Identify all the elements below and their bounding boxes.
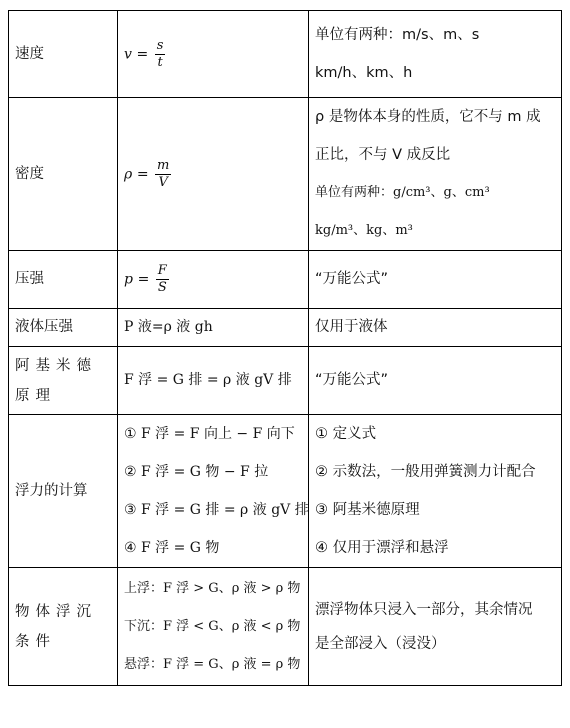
- formula-line: ① F 浮 = F 向上 − F 向下: [124, 426, 295, 442]
- fraction: [155, 38, 166, 71]
- formula-cell: p = $\frac{F}{S}$: [118, 251, 309, 309]
- note-line: “万能公式”: [315, 372, 389, 389]
- note-line: ③ 阿基米德原理: [315, 502, 420, 518]
- quantity-name: 速度: [9, 11, 118, 98]
- formula-lhs: p: [124, 271, 133, 288]
- note-line: 单位有两种：m/s、m、s: [315, 27, 480, 43]
- formula-line: 下沉：F 浮 < G、ρ 液 < ρ 物: [124, 618, 301, 634]
- formula-table: [8, 10, 562, 686]
- table-row: [9, 347, 562, 415]
- fraction-denominator: t: [157, 54, 163, 70]
- note-line: ρ 是物体本身的性质，它不与 m 成: [315, 109, 541, 125]
- note-line: 漂浮物体只浸入一部分，其余情况: [315, 601, 533, 618]
- table-row: [9, 568, 562, 686]
- formula-line: 悬浮：F 浮 = G、ρ 液 = ρ 物: [124, 656, 301, 672]
- table-row: [9, 11, 562, 98]
- formula-line: ② F 浮 = G 物 − F 拉: [124, 464, 269, 480]
- formula-line: ④ F 浮 = G 物: [124, 540, 220, 556]
- note-line: 正比，不与 V 成反比: [315, 147, 451, 163]
- quantity-name: 压强: [9, 251, 118, 309]
- formula-lhs: ρ: [124, 166, 133, 182]
- quantity-name: 浮力的计算: [9, 415, 118, 568]
- notes-cell: [309, 251, 562, 309]
- notes-cell: [309, 98, 562, 251]
- note-line: ④ 仅用于漂浮和悬浮: [315, 540, 449, 556]
- fraction: [156, 263, 169, 296]
- quantity-name: 密度: [9, 98, 118, 251]
- notes-cell: [309, 568, 562, 686]
- note-line: km/h、km、h: [315, 65, 413, 81]
- formula-cell: [118, 347, 309, 415]
- fraction: [155, 158, 171, 191]
- note-line: ② 示数法，一般用弹簧测力计配合: [315, 464, 536, 480]
- formula-line: ③ F 浮 = G 排 = ρ 液 gV 排: [124, 502, 309, 518]
- formula-cell: [118, 415, 309, 568]
- table-row: [9, 415, 562, 568]
- note-line: 是全部浸入（浸没）: [315, 635, 446, 652]
- fraction-numerator: F: [157, 263, 167, 278]
- formula-cell: ρ = $\frac{m}{V}$: [118, 98, 309, 251]
- formula-text: F 浮 = G 排 = ρ 液 gV 排: [124, 372, 292, 389]
- fraction-denominator: V: [158, 174, 168, 190]
- formula-lhs: v: [124, 46, 132, 62]
- quantity-name: 阿基米德原理: [9, 347, 118, 415]
- formula-cell: [118, 309, 309, 347]
- formula-cell: v = $\frac{s}{t}$: [118, 11, 309, 98]
- notes-cell: [309, 347, 562, 415]
- formula-line: 上浮：F 浮 > G、ρ 液 > ρ 物: [124, 580, 301, 596]
- note-line: “万能公式”: [315, 271, 389, 288]
- note-line: 单位有两种：g/cm³、g、cm³: [315, 185, 490, 200]
- note-line: kg/m³、kg、m³: [315, 223, 413, 238]
- formula-cell: [118, 568, 309, 686]
- note-line: 仅用于液体: [315, 319, 388, 336]
- fraction-numerator: m: [157, 157, 170, 173]
- notes-cell: [309, 415, 562, 568]
- quantity-name: 物体浮沉条件: [9, 568, 118, 686]
- table-row: [9, 309, 562, 347]
- notes-cell: [309, 11, 562, 98]
- formula-text: P 液=ρ 液 gh: [124, 319, 213, 336]
- note-line: ① 定义式: [315, 426, 377, 442]
- quantity-name: 液体压强: [9, 309, 118, 347]
- table-row: [9, 98, 562, 251]
- table-row: [9, 251, 562, 309]
- fraction-denominator: S: [157, 280, 167, 295]
- fraction-numerator: s: [156, 37, 164, 53]
- notes-cell: [309, 309, 562, 347]
